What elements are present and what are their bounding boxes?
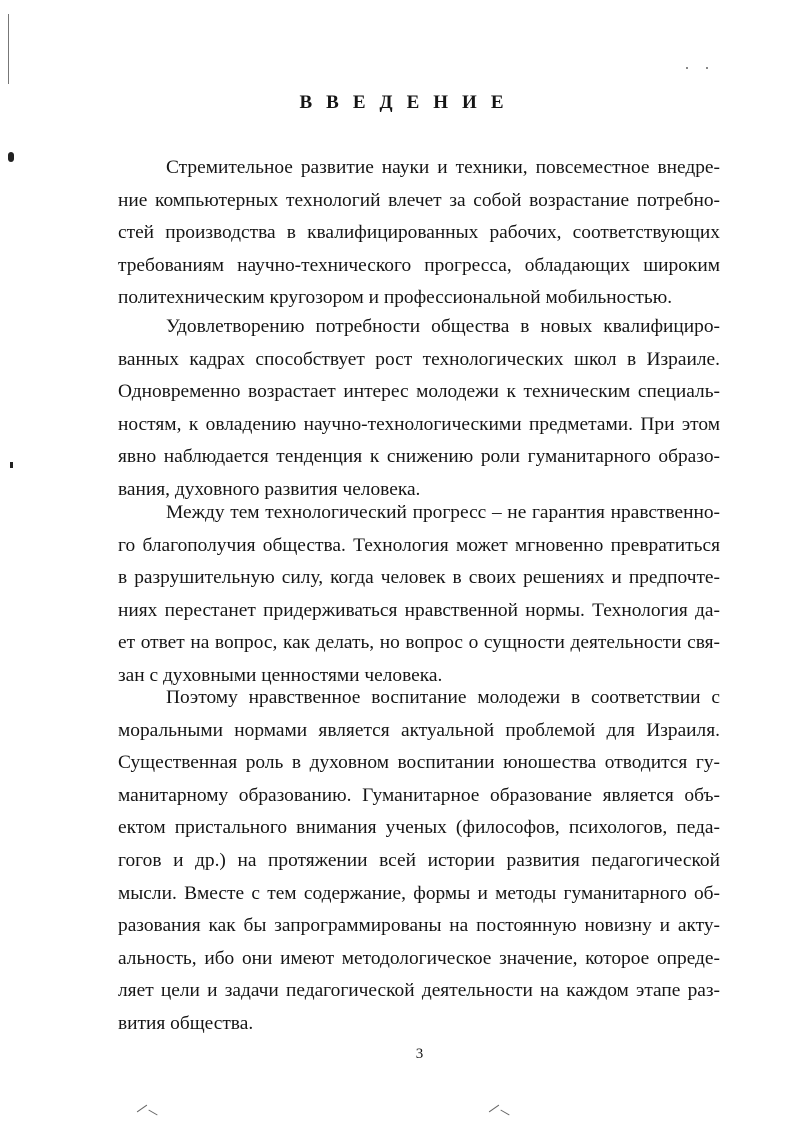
text-line: мысли. Вместе с тем содержание, формы и методы гуманитарного об- xyxy=(118,882,720,904)
text-line: ванных кадрах способствует рост технологических школ в Израиле. xyxy=(118,348,720,370)
text-line: ектом пристального внимания ученых (философов, психологов, педа- xyxy=(118,817,720,839)
text-line: моральными нормами является актуальной проблемой для Израиля. xyxy=(118,719,720,741)
page-number: 3 xyxy=(415,1046,424,1062)
text-line: явно наблюдается тенденция к снижению роли гуманитарного образо- xyxy=(118,446,720,468)
text-line: Существенная роль в духовном воспитании юношества отводится гу- xyxy=(118,752,720,774)
scan-corner-mark xyxy=(489,1105,499,1113)
text-line: гогов и др.) на протяжении всей истории развития педагогической xyxy=(118,849,720,871)
text-line: стей производства в квалифицированных рабочих, соответствующих xyxy=(118,222,720,244)
scan-corner-mark xyxy=(500,1110,509,1116)
text-line: вития общества. xyxy=(118,1012,254,1034)
text-line: ниях перестанет придерживаться нравственной нормы. Технология да- xyxy=(118,599,720,621)
text-line: ляет цели и задачи педагогической деятельности на каждом этапе раз- xyxy=(118,980,720,1002)
text-line: Поэтому нравственное воспитание молодежи в соответствии с xyxy=(166,687,720,708)
text-line: ние компьютерных технологий влечет за собой возрастание потребно- xyxy=(118,189,720,211)
paragraph-3 xyxy=(118,497,720,693)
text-line: Между тем технологический прогресс – не гарантия нравственно- xyxy=(166,502,720,523)
text-line: в разрушительную силу, когда человек в своих решениях и предпочте- xyxy=(118,567,720,589)
scan-corner-mark xyxy=(137,1105,147,1113)
text-line: политехническим кругозором и профессиональной мобильностью. xyxy=(118,287,673,309)
scan-corner-mark xyxy=(148,1110,157,1116)
text-line: альность, ибо они имеют методологическое значение, которое опреде- xyxy=(118,947,720,969)
text-line: го благополучия общества. Технология может мгновенно превратиться xyxy=(118,534,720,556)
text-line: Стремительное развитие науки и техники, повсеместное внедре- xyxy=(166,157,720,178)
scan-edge-mark xyxy=(8,14,9,84)
scan-dot-mark xyxy=(10,462,13,468)
paragraph-1 xyxy=(118,152,720,315)
scan-dot-mark xyxy=(686,67,688,69)
scan-dot-mark xyxy=(706,67,708,69)
text-line: манитарному образованию. Гуманитарное образование является объ- xyxy=(118,784,720,806)
text-line: разования как бы запрограммированы на постоянную новизну и акту- xyxy=(118,915,720,937)
text-line: ностям, к овладению научно-технологическими предметами. При этом xyxy=(118,413,720,435)
text-line: зан с духовными ценностями человека. xyxy=(118,664,443,686)
text-line: вания, духовного развития человека. xyxy=(118,478,421,500)
paragraph-2 xyxy=(118,311,720,507)
text-line: Одновременно возрастает интерес молодежи к техническим специаль- xyxy=(118,381,720,403)
paragraph-4 xyxy=(118,682,720,1041)
section-heading: ВВЕДЕНИЕ xyxy=(299,92,518,113)
text-line: требованиям научно-технического прогресса, обладающих широким xyxy=(118,254,720,276)
scan-dot-mark xyxy=(8,152,14,162)
text-line: Удовлетворению потребности общества в новых квалифициро- xyxy=(166,316,720,337)
text-line: ет ответ на вопрос, как делать, но вопрос о сущности деятельности свя- xyxy=(118,632,720,654)
